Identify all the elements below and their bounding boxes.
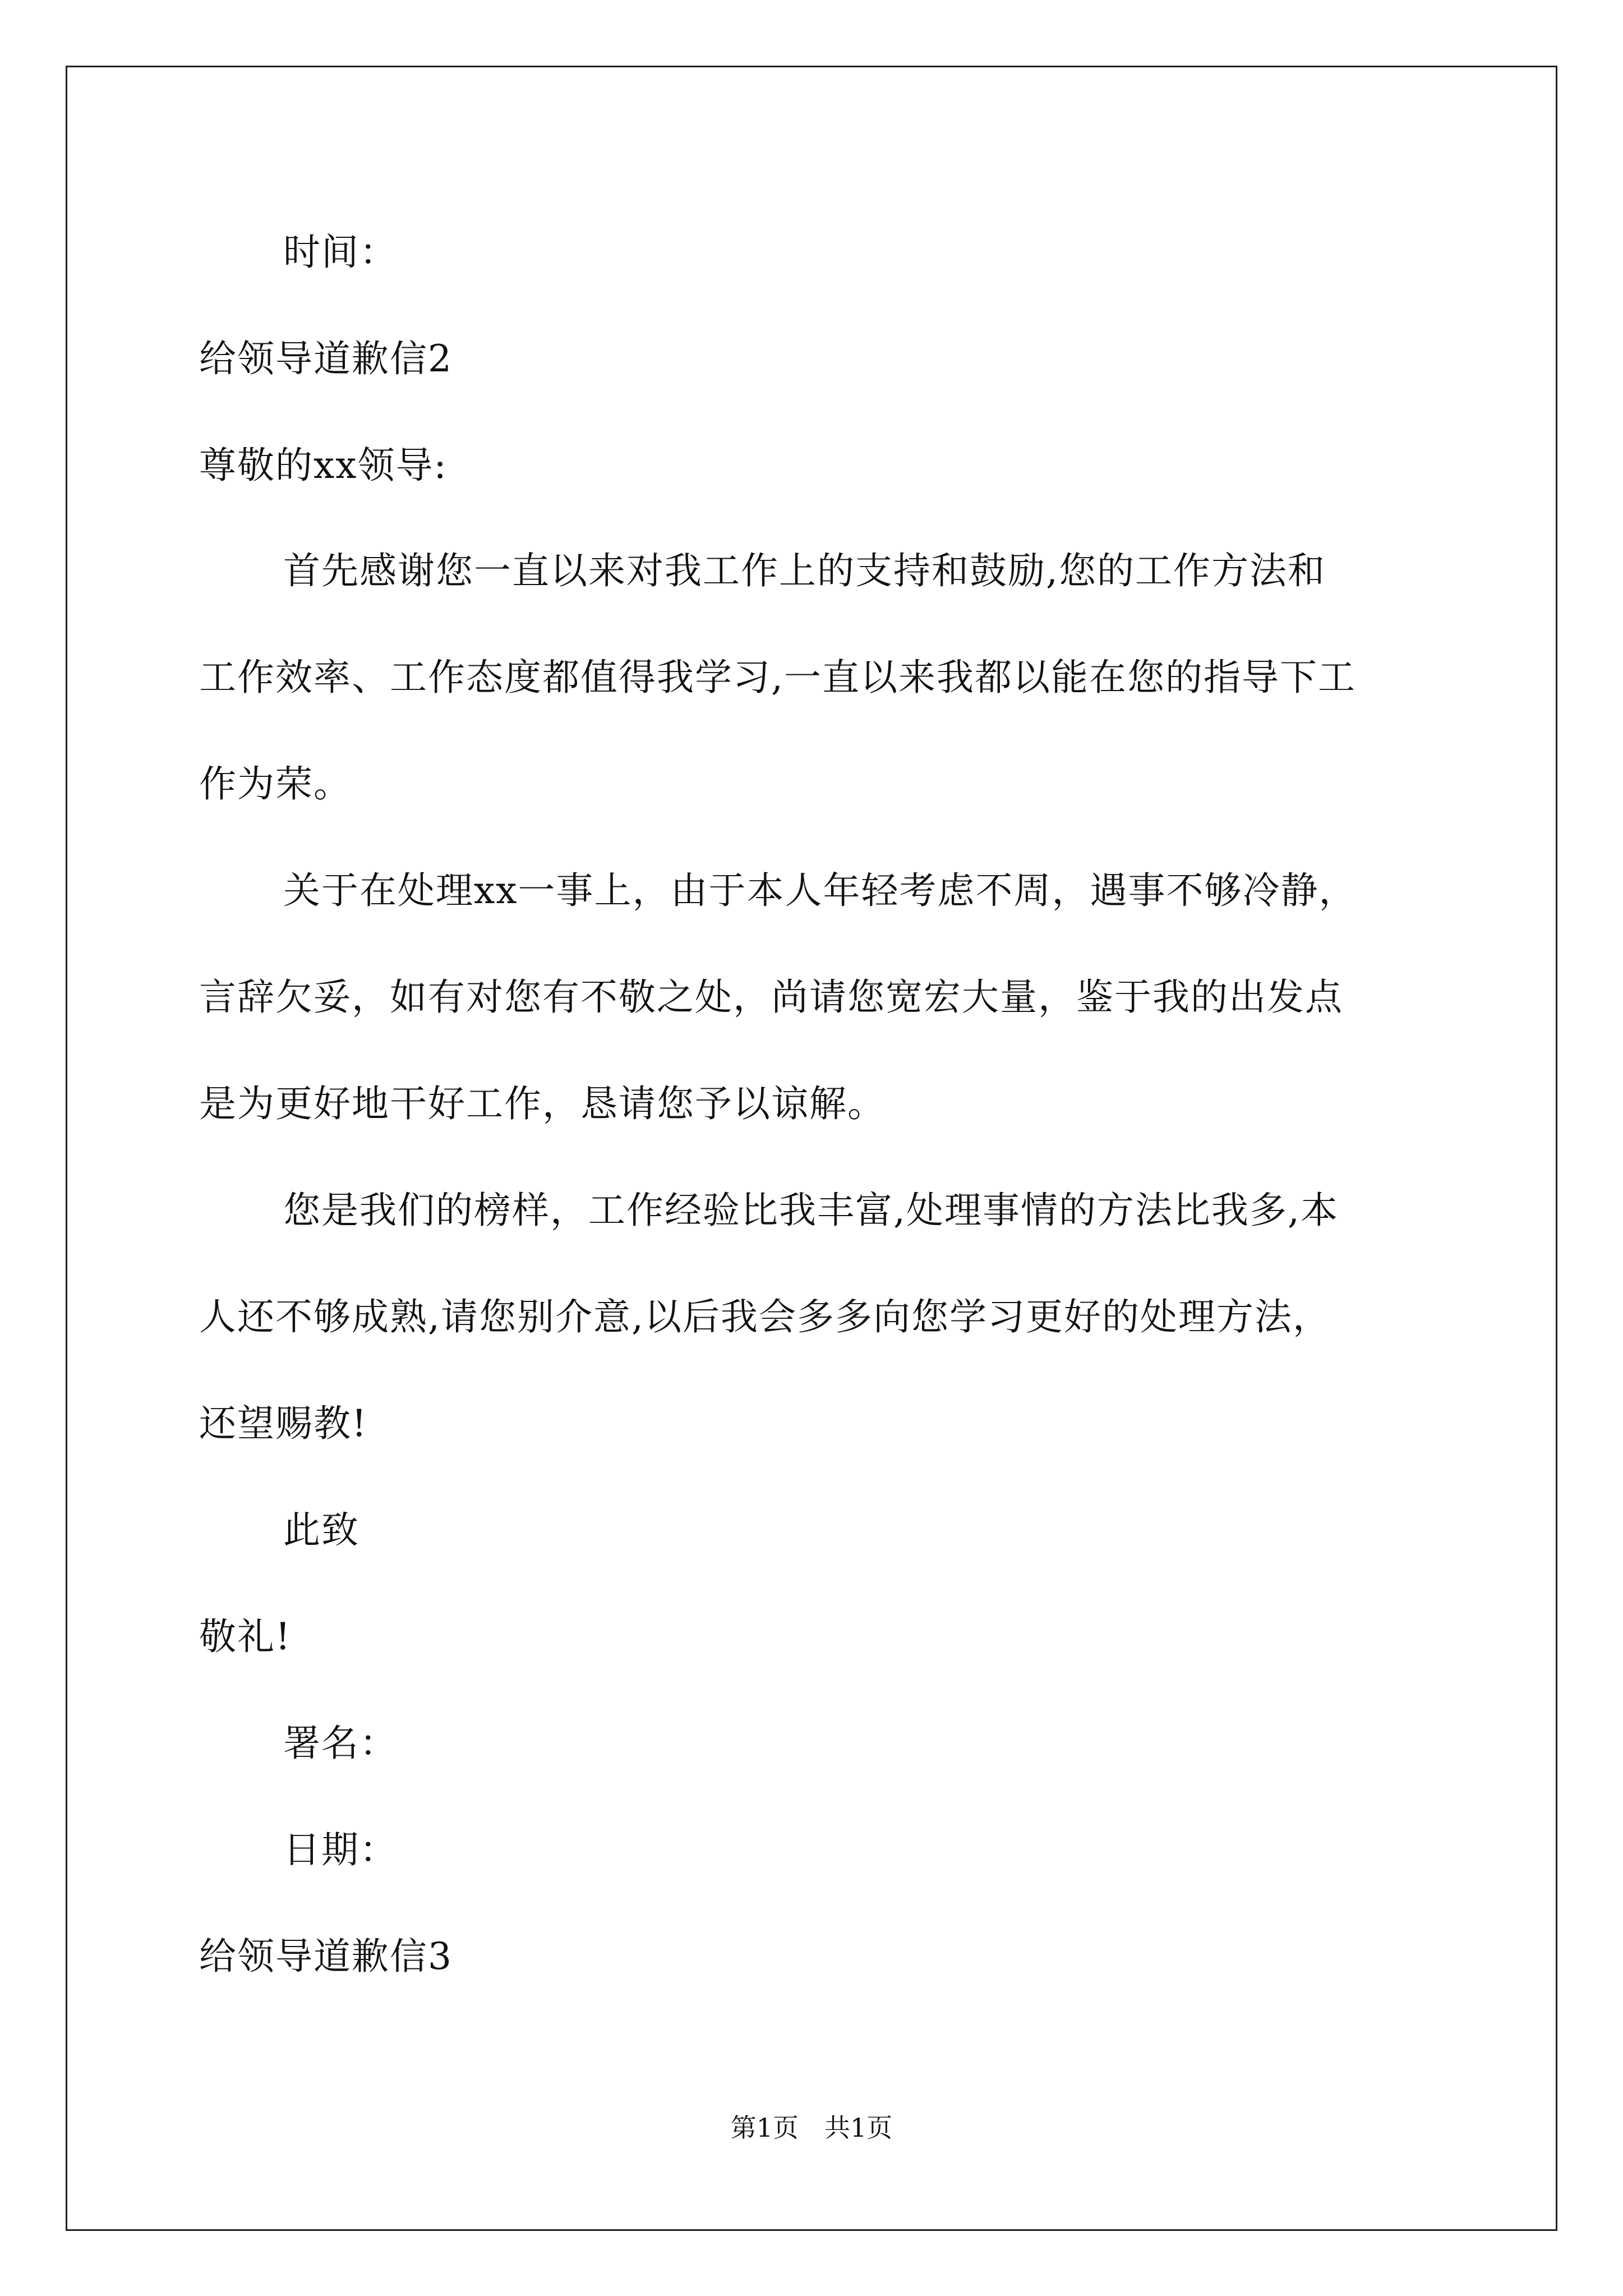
paragraph-3-line-3: 还望赐教! xyxy=(199,1402,368,1445)
closing-jingli: 敬礼! xyxy=(199,1615,292,1658)
closing-cizhi: 此致 xyxy=(283,1508,359,1552)
time-label: 时间： xyxy=(283,231,398,274)
paragraph-2-line-2: 言辞欠妥，如有对您有不敬之处，尚请您宽宏大量，鉴于我的出发点 xyxy=(199,976,1343,1019)
paragraph-2-line-1: 关于在处理xx一事上，由于本人年轻考虑不周，遇事不够冷静， xyxy=(283,869,1357,912)
page-footer: 第1页 共1页 xyxy=(730,2113,893,2143)
salutation: 尊敬的xx领导: xyxy=(199,444,448,487)
paragraph-1-line-3: 作为荣。 xyxy=(199,762,352,806)
paragraph-2-line-3: 是为更好地干好工作，恳请您予以谅解。 xyxy=(199,1082,886,1125)
section-title-2: 给领导道歉信2 xyxy=(199,337,453,380)
paragraph-3-line-1: 您是我们的榜样，工作经验比我丰富,处理事情的方法比我多,本 xyxy=(283,1189,1339,1232)
page-border xyxy=(66,66,1557,2231)
signature-label: 署名： xyxy=(283,1722,398,1765)
section-title-3: 给领导道歉信3 xyxy=(199,1935,453,1978)
paragraph-3-line-2: 人还不够成熟,请您别介意,以后我会多多向您学习更好的处理方法， xyxy=(199,1295,1331,1338)
paragraph-1-line-2: 工作效率、工作态度都值得我学习,一直以来我都以能在您的指导下工 xyxy=(199,656,1356,699)
date-label: 日期： xyxy=(283,1828,398,1871)
paragraph-1-line-1: 首先感谢您一直以来对我工作上的支持和鼓励,您的工作方法和 xyxy=(283,549,1326,592)
